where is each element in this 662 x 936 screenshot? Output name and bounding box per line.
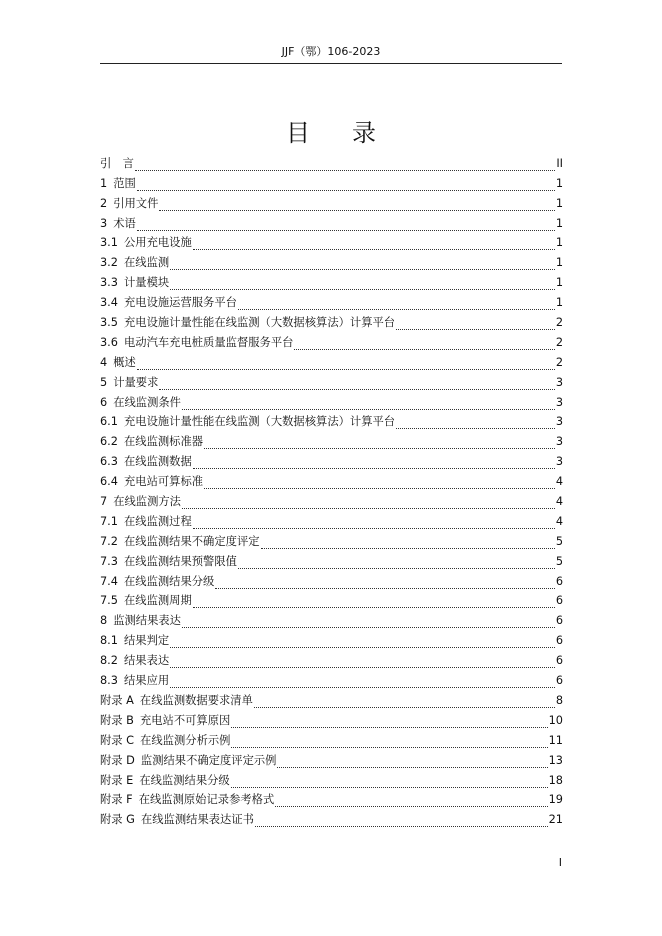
dot-leader [396, 417, 555, 429]
dot-leader [182, 616, 555, 628]
dot-leader [135, 159, 555, 171]
toc-page: 4 [555, 475, 563, 489]
toc-entry[interactable] [100, 608, 563, 628]
toc-number: 3.3 [100, 276, 118, 290]
toc-entry[interactable] [100, 290, 563, 310]
toc-number: 4 [100, 355, 108, 369]
toc-label: 电动汽车充电桩质量监督服务平台 [123, 335, 294, 349]
toc-label: 在线监测分析示例 [140, 733, 231, 747]
toc-label: 在线监测结果分级 [139, 773, 230, 787]
toc-number: 6.3 [100, 455, 118, 469]
toc-entry[interactable] [100, 807, 563, 827]
toc-entry[interactable] [100, 748, 563, 768]
toc-page: 2 [555, 355, 563, 369]
toc-entry[interactable] [100, 489, 563, 509]
dot-leader [137, 219, 555, 231]
toc-entry[interactable] [100, 569, 563, 589]
dot-leader [170, 656, 555, 668]
toc-page: 6 [555, 634, 563, 648]
toc-entry[interactable] [100, 350, 563, 370]
toc-number: 3 [100, 216, 108, 230]
toc-label: 在线监测过程 [123, 514, 192, 528]
toc-entry[interactable] [100, 688, 563, 708]
dot-leader [231, 716, 547, 728]
dot-leader [238, 557, 555, 569]
toc-number: 6.1 [100, 415, 118, 429]
toc-entry[interactable] [100, 549, 563, 569]
toc-label: 在线监测方法 [113, 495, 181, 509]
dot-leader [238, 298, 555, 310]
header-rule [100, 63, 562, 64]
toc-page: 5 [555, 554, 563, 568]
toc-label: 公用充电设施 [123, 236, 192, 250]
toc-entry[interactable] [100, 449, 563, 469]
toc-number: 3.4 [100, 296, 118, 310]
dot-leader [231, 776, 548, 788]
dot-leader [137, 358, 555, 370]
toc-page: 8 [555, 693, 563, 707]
toc-page: 6 [555, 574, 563, 588]
toc-number: 6.2 [100, 435, 118, 449]
toc-entry[interactable] [100, 171, 563, 191]
page-number: I [558, 856, 562, 869]
toc-number: 3.5 [100, 316, 118, 330]
toc-number: 附录 E [100, 773, 134, 787]
toc-page: 10 [548, 713, 563, 727]
toc-label: 在线监测结果预警限值 [123, 554, 237, 568]
toc-page: 1 [555, 236, 563, 250]
toc-page: 4 [555, 495, 563, 509]
table-of-contents [100, 151, 563, 827]
dot-leader [396, 318, 555, 330]
toc-label: 范围 [113, 176, 136, 190]
toc-page: 1 [555, 296, 563, 310]
toc-page: 19 [548, 793, 563, 807]
toc-label: 计量模块 [123, 276, 170, 290]
toc-page: 1 [555, 216, 563, 230]
dot-leader [137, 179, 555, 191]
toc-number: 7.4 [100, 574, 118, 588]
toc-number: 7.3 [100, 554, 118, 568]
toc-label: 在线监测 [123, 256, 170, 270]
toc-label: 在线监测条件 [113, 395, 181, 409]
toc-label: 在线监测结果分级 [123, 574, 215, 588]
dot-leader [204, 477, 555, 489]
toc-page: 3 [555, 375, 563, 389]
dot-leader [170, 258, 555, 270]
toc-number: 7.2 [100, 534, 118, 548]
dot-leader [159, 378, 554, 390]
toc-page: 2 [555, 335, 563, 349]
toc-page: 1 [555, 276, 563, 290]
toc-number: 1 [100, 176, 108, 190]
dot-leader [182, 398, 555, 410]
toc-number: 附录 C [100, 733, 135, 747]
dot-leader [170, 278, 555, 290]
toc-label: 监测结果不确定度评定示例 [140, 753, 277, 767]
toc-number: 附录 G [100, 813, 135, 827]
dot-leader [215, 577, 554, 589]
toc-page: 3 [555, 415, 563, 429]
dot-leader [170, 676, 555, 688]
toc-number: 3.6 [100, 335, 118, 349]
toc-label: 引用文件 [113, 196, 159, 210]
toc-number: 8.2 [100, 654, 118, 668]
toc-entry[interactable] [100, 469, 563, 489]
dot-leader [182, 497, 555, 509]
dot-leader [204, 437, 555, 449]
dot-leader [193, 517, 555, 529]
toc-number: 附录 F [100, 793, 133, 807]
toc-number: 7 [100, 495, 108, 509]
toc-number: 附录 B [100, 713, 134, 727]
dot-leader [275, 795, 547, 807]
toc-page: 18 [548, 773, 563, 787]
toc-label: 结果应用 [123, 674, 170, 688]
toc-page: II [556, 156, 563, 170]
toc-label: 充电设施运营服务平台 [123, 296, 237, 310]
dot-leader [261, 537, 555, 549]
toc-number: 8.3 [100, 674, 118, 688]
toc-number: 7.1 [100, 514, 118, 528]
toc-page: 1 [555, 176, 563, 190]
toc-number: 8 [100, 614, 108, 628]
toc-entry[interactable] [100, 211, 563, 231]
toc-label: 在线监测标准器 [123, 435, 204, 449]
toc-entry[interactable] [100, 648, 563, 668]
toc-entry[interactable] [100, 708, 563, 728]
toc-page: 21 [548, 813, 563, 827]
toc-label: 充电站不可算原因 [139, 713, 231, 727]
toc-label: 在线监测原始记录参考格式 [138, 793, 275, 807]
toc-entry[interactable] [100, 529, 563, 549]
toc-entry[interactable] [100, 410, 563, 430]
toc-entry[interactable] [100, 330, 563, 350]
toc-entry[interactable] [100, 231, 563, 251]
toc-entry[interactable] [100, 270, 563, 290]
toc-label: 在线监测结果表达证书 [140, 813, 254, 827]
toc-page: 5 [555, 534, 563, 548]
toc-page: 3 [555, 435, 563, 449]
toc-label: 引 言 [100, 156, 134, 170]
dot-leader [193, 596, 555, 608]
toc-label: 充电设施计量性能在线监测（大数据核算法）计算平台 [123, 316, 396, 330]
toc-label: 概述 [113, 355, 136, 369]
toc-number: 附录 A [100, 693, 134, 707]
toc-entry[interactable] [100, 191, 563, 211]
toc-number: 3.2 [100, 256, 118, 270]
dot-leader [193, 238, 555, 250]
toc-number: 2 [100, 196, 108, 210]
toc-label: 在线监测数据 [123, 455, 192, 469]
toc-label: 术语 [113, 216, 136, 230]
toc-page: 3 [555, 395, 563, 409]
dot-leader [159, 199, 554, 211]
toc-page: 6 [555, 654, 563, 668]
toc-entry[interactable] [100, 788, 563, 808]
toc-number: 8.1 [100, 634, 118, 648]
toc-label: 充电设施计量性能在线监测（大数据核算法）计算平台 [123, 415, 396, 429]
toc-page: 2 [555, 316, 563, 330]
dot-leader [193, 457, 555, 469]
toc-number: 7.5 [100, 594, 118, 608]
toc-label: 结果表达 [123, 654, 170, 668]
toc-entry[interactable] [100, 728, 563, 748]
toc-page: 6 [555, 594, 563, 608]
toc-entry[interactable] [100, 151, 563, 171]
toc-number: 6.4 [100, 475, 118, 489]
toc-label: 结果判定 [123, 634, 170, 648]
toc-entry[interactable] [100, 628, 563, 648]
toc-page: 1 [555, 196, 563, 210]
toc-page: 11 [548, 733, 563, 747]
toc-entry[interactable] [100, 589, 563, 609]
toc-number: 5 [100, 375, 108, 389]
toc-number: 6 [100, 395, 108, 409]
toc-label: 充电站可算标准 [123, 475, 204, 489]
toc-page: 6 [555, 674, 563, 688]
toc-number: 附录 D [100, 753, 135, 767]
toc-entry[interactable] [100, 509, 563, 529]
toc-page: 1 [555, 256, 563, 270]
toc-entry[interactable] [100, 390, 563, 410]
toc-entry[interactable] [100, 250, 563, 270]
toc-entry[interactable] [100, 370, 563, 390]
page-title: 目录 [286, 119, 418, 147]
toc-entry[interactable] [100, 310, 563, 330]
toc-number: 3.1 [100, 236, 118, 250]
dot-leader [255, 815, 548, 827]
toc-entry[interactable] [100, 668, 563, 688]
toc-label: 计量要求 [113, 375, 159, 389]
toc-label: 监测结果表达 [113, 614, 181, 628]
toc-label: 在线监测周期 [123, 594, 192, 608]
toc-page: 4 [555, 514, 563, 528]
toc-label: 在线监测结果不确定度评定 [123, 534, 260, 548]
dot-leader [294, 338, 554, 350]
dot-leader [170, 636, 555, 648]
dot-leader [254, 696, 555, 708]
dot-leader [277, 756, 547, 768]
toc-entry[interactable] [100, 768, 563, 788]
page-header: JJF（鄂）106-2023 [281, 45, 381, 58]
toc-label: 在线监测数据要求清单 [139, 693, 253, 707]
dot-leader [231, 736, 547, 748]
toc-page: 3 [555, 455, 563, 469]
toc-entry[interactable] [100, 429, 563, 449]
toc-page: 13 [548, 753, 563, 767]
toc-page: 6 [555, 614, 563, 628]
